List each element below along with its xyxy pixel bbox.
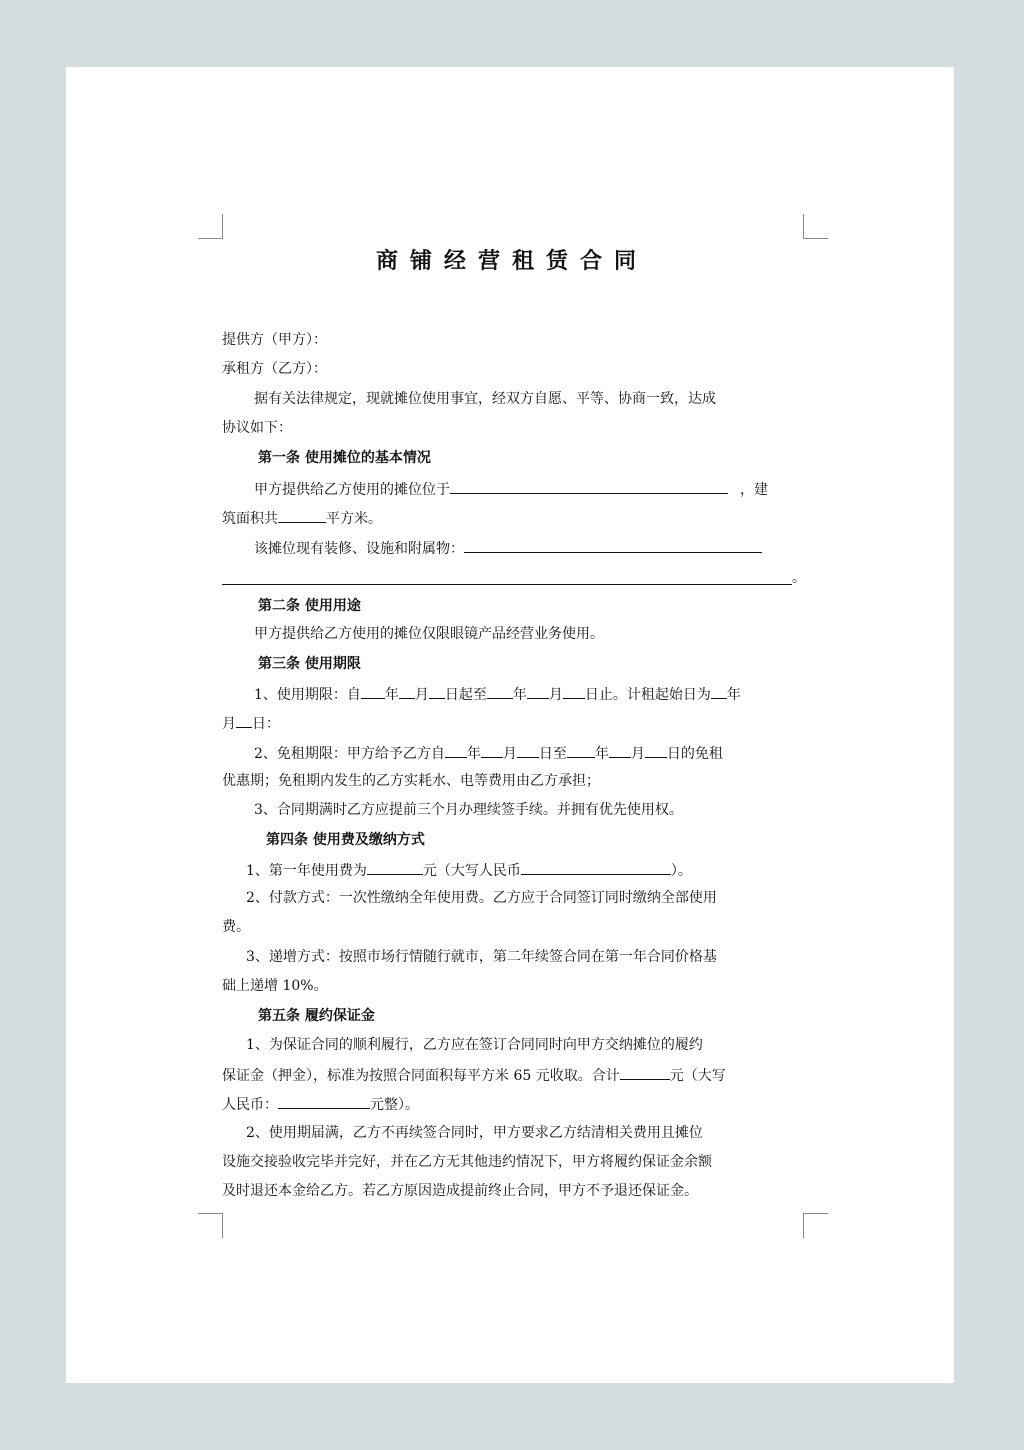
article-5-para-2-cont-2: 及时退还本金给乙方。若乙方原因造成提前终止合同，甲方不予退还保证金。 bbox=[222, 1183, 698, 1199]
article-4-para-3: 3、递增方式：按照市场行情随行就市，第二年续签合同在第一年合同价格基 bbox=[246, 949, 717, 965]
article-3-para-1: 1、使用期限：自 年 月 日起至 年 月 日止。计租起始日为 年 bbox=[254, 683, 741, 703]
article-2-heading: 第二条 使用用途 bbox=[258, 598, 361, 614]
facilities-period: 。 bbox=[792, 570, 806, 586]
blank-fee-uppercase bbox=[521, 859, 671, 875]
party-a-line: 提供方（甲方）： bbox=[222, 332, 327, 348]
article-2-para-1: 甲方提供给乙方使用的摊位仅限眼镜产品经营业务使用。 bbox=[254, 626, 604, 642]
article-5-para-2-cont: 设施交接验收完毕并完好，并在乙方无其他违约情况下，甲方将履约保证金余额 bbox=[222, 1154, 712, 1170]
document-title: 商铺经营租赁合同 bbox=[375, 248, 648, 274]
party-b-line: 承租方（乙方）： bbox=[222, 361, 327, 377]
article-1-para-1-cont: 筑面积共 平方米。 bbox=[222, 507, 382, 527]
corner-mark-bottom-left bbox=[198, 1213, 223, 1238]
blank-facilities-line-2 bbox=[222, 584, 792, 585]
article-4-para-2: 2、付款方式：一次性缴纳全年使用费。乙方应于合同签订同时缴纳全部使用 bbox=[246, 890, 717, 906]
blank-deposit bbox=[620, 1064, 670, 1080]
blank-facilities bbox=[464, 537, 762, 553]
intro-line-2: 协议如下： bbox=[222, 420, 292, 436]
blank-area bbox=[278, 507, 326, 523]
article-3-heading: 第三条 使用期限 bbox=[258, 656, 361, 672]
article-5-para-1-cont-2: 人民币： 元整）。 bbox=[222, 1093, 419, 1113]
article-5-heading: 第五条 履约保证金 bbox=[258, 1008, 375, 1024]
blank-deposit-uppercase bbox=[278, 1093, 370, 1109]
article-3-para-3: 3、合同期满时乙方应提前三个月办理续签手续。并拥有优先使用权。 bbox=[254, 802, 683, 818]
article-5-para-2: 2、使用期届满，乙方不再续签合同时，甲方要求乙方结清相关费用且摊位 bbox=[246, 1125, 703, 1141]
article-3-para-2: 2、免租期限：甲方给予乙方自 年 月 日至 年 月 日的免租 bbox=[254, 742, 723, 762]
article-4-para-2-cont: 费。 bbox=[222, 919, 250, 935]
corner-mark-top-right bbox=[803, 214, 828, 239]
article-1-para-2: 该摊位现有装修、设施和附属物： bbox=[254, 537, 762, 557]
article-4-heading: 第四条 使用费及缴纳方式 bbox=[266, 832, 425, 848]
corner-mark-top-left bbox=[198, 214, 223, 239]
article-3-para-1-cont: 月 日： bbox=[222, 712, 280, 732]
corner-mark-bottom-right bbox=[803, 1213, 828, 1238]
intro-line-1: 据有关法律规定，现就摊位使用事宜，经双方自愿、平等、协商一致，达成 bbox=[254, 391, 716, 407]
article-5-para-1-cont: 保证金（押金），标准为按照合同面积每平方米 65 元收取。合计 元（大写 bbox=[222, 1064, 726, 1084]
article-1-heading: 第一条 使用摊位的基本情况 bbox=[258, 450, 431, 466]
article-5-para-1: 1、为保证合同的顺利履行，乙方应在签订合同同时向甲方交纳摊位的履约 bbox=[246, 1037, 703, 1053]
blank-location bbox=[450, 478, 728, 494]
article-1-para-1: 甲方提供给乙方使用的摊位位于 ，建 bbox=[254, 478, 768, 498]
article-3-para-2-cont: 优惠期；免租期内发生的乙方实耗水、电等费用由乙方承担； bbox=[222, 773, 600, 789]
blank-fee bbox=[367, 859, 423, 875]
article-4-para-3-cont: 础上递增 10%。 bbox=[222, 978, 328, 994]
article-4-para-1: 1、第一年使用费为 元（大写人民币 ）。 bbox=[246, 859, 692, 879]
